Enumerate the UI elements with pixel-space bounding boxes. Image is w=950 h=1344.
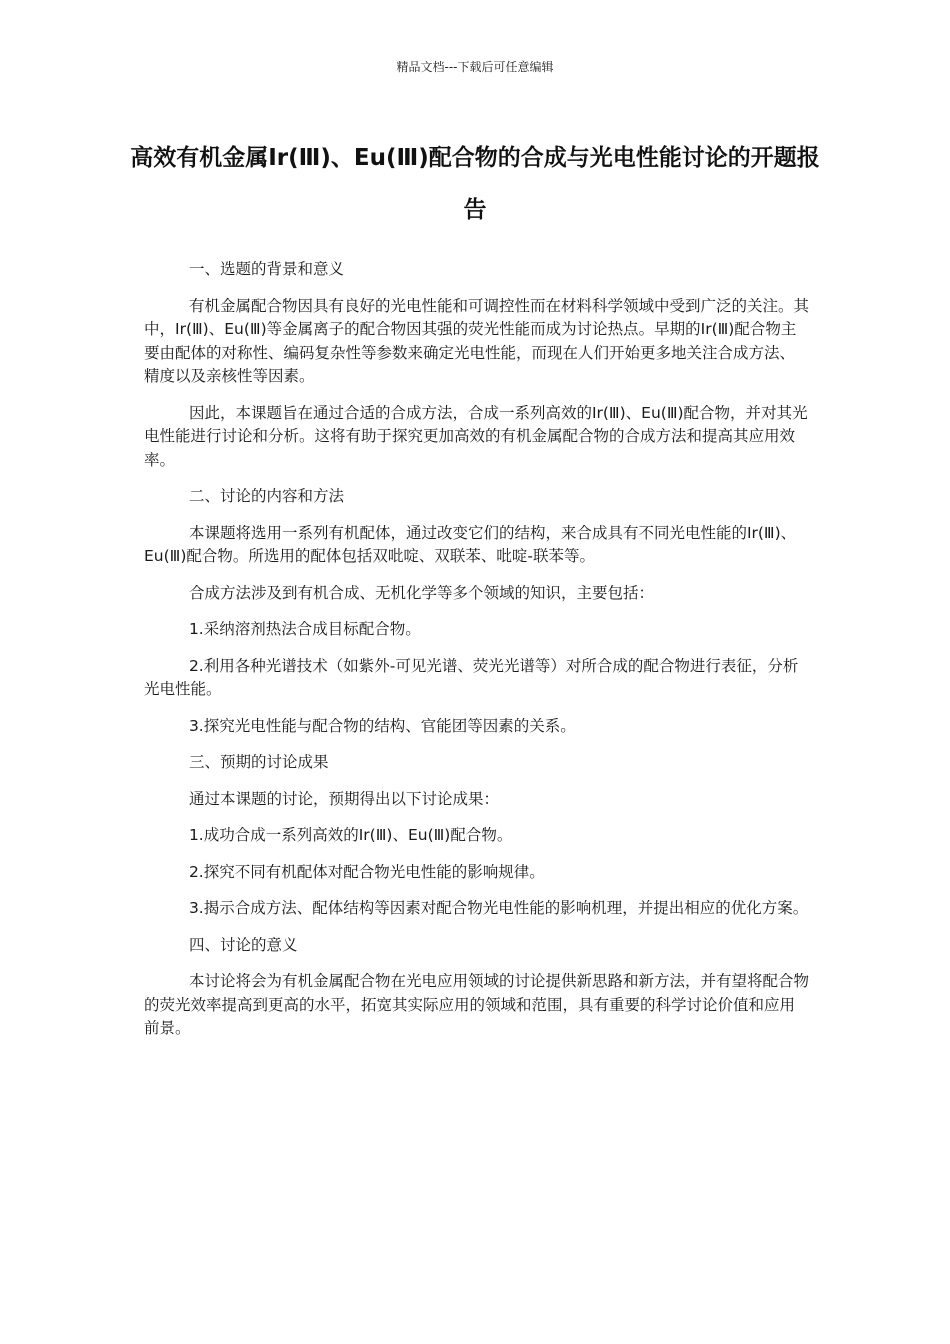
- list-item: 1.采纳溶剂热法合成目标配合物。: [188, 620, 421, 638]
- paragraph: 本讨论将会为有机金属配合物在光电应用领域的讨论提供新思路和新方法，并有望将配合物的荧光效率提高到更高的水平，拓宽其实际应用的领域和范围，具有重要的科学讨论价值和应用前景。: [144, 972, 809, 1037]
- paragraph: 通过本课题的讨论，预期得出以下讨论成果：: [188, 789, 499, 808]
- section-heading-expected-results: 三、预期的讨论成果: [188, 753, 329, 771]
- section-heading-significance: 四、讨论的意义: [188, 935, 298, 954]
- list-item: 3.探究光电性能与配合物的结构、官能团等因素的关系。: [188, 716, 576, 735]
- paragraph: 有机金属配合物因具有良好的光电性能和可调控性而在材料科学领域中受到广泛的关注。其中，Ir(Ⅲ)、Eu(Ⅲ)等金属离子的配合物因其强的荧光性能而成为讨论热点。早期的Ir(Ⅲ)配合物主要由配体的对称性、编码复杂性等参数来确定光电性能，而现在人们开始更多地关注合成方法、精度以及亲核性等因素。: [144, 296, 809, 385]
- list-item: 2.探究不同有机配体对配合物光电性能的影响规律。: [188, 862, 545, 881]
- paragraph: 本课题将选用一系列有机配体，通过改变它们的结构，来合成具有不同光电性能的Ir(Ⅲ)、Eu(Ⅲ)配合物。所选用的配体包括双吡啶、双联苯、吡啶-联苯等。: [144, 523, 797, 565]
- paragraph: 因此，本课题旨在通过合适的合成方法，合成一系列高效的Ir(Ⅲ)、Eu(Ⅲ)配合物，并对其光电性能进行讨论和分析。这将有助于探究更加高效的有机金属配合物的合成方法和提高其应用效率。: [144, 403, 808, 469]
- page-header: 精品文档---下载后可任意编辑: [396, 60, 554, 74]
- list-item: 2.利用各种光谱技术（如紫外-可见光谱、荧光光谱等）对所合成的配合物进行表征，分析光电性能。: [144, 656, 799, 698]
- document-body: [144, 258, 810, 1054]
- section-heading-background: 一、选题的背景和意义: [188, 260, 344, 278]
- section-heading-content-method: 二、讨论的内容和方法: [188, 487, 344, 505]
- list-item: 3.揭示合成方法、配体结构等因素对配合物光电性能的影响机理，并提出相应的优化方案。: [188, 899, 809, 917]
- document-title: 高效有机金属Ir(Ⅲ)、Eu(Ⅲ)配合物的合成与光电性能讨论的开题报告: [130, 145, 820, 223]
- paragraph: 合成方法涉及到有机合成、无机化学等多个领域的知识，主要包括：: [188, 583, 654, 602]
- list-item: 1.成功合成一系列高效的Ir(Ⅲ)、Eu(Ⅲ)配合物。: [188, 826, 513, 844]
